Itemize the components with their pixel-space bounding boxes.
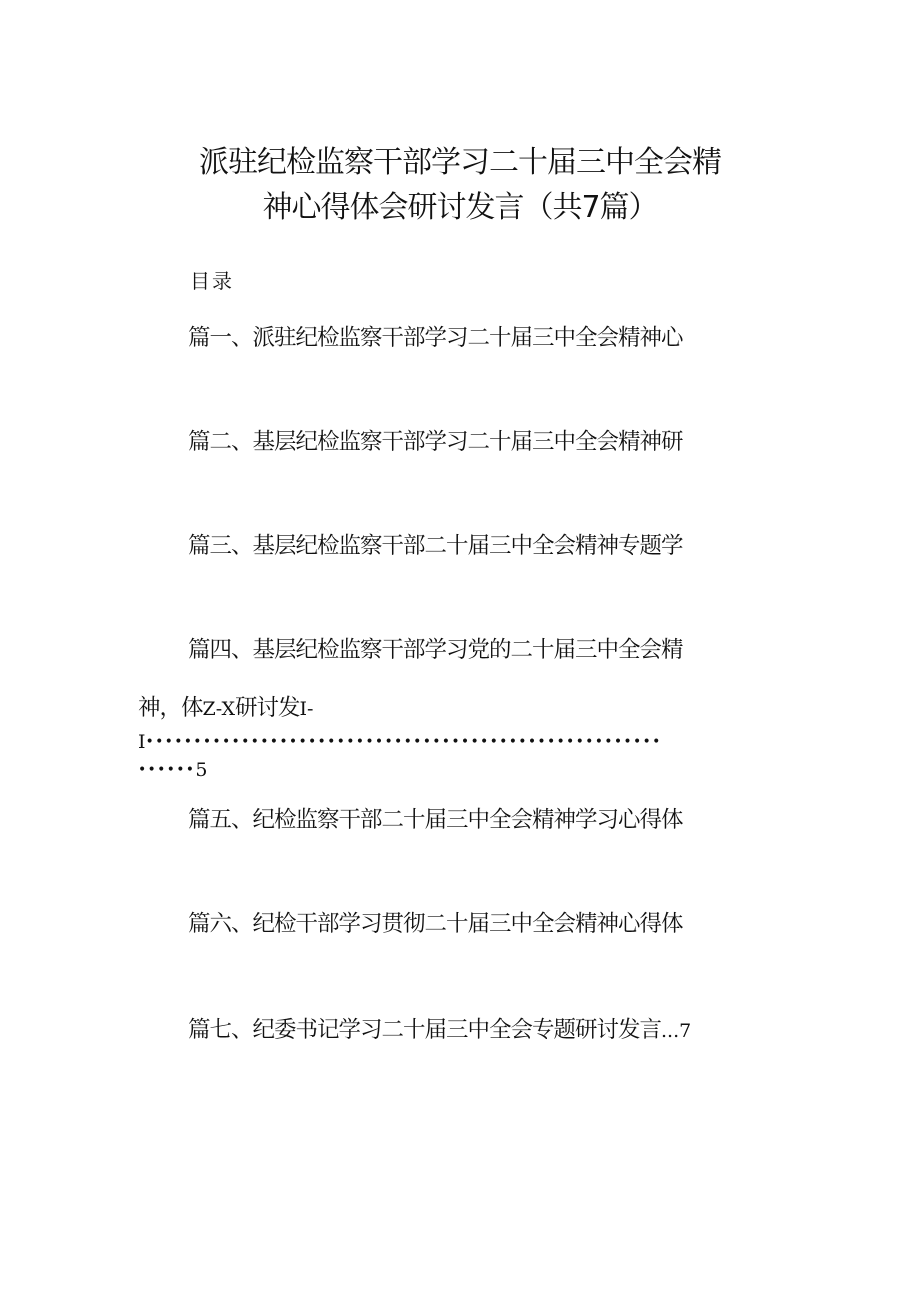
toc-entry-4[interactable]: 篇四、基层纪检监察干部学习党的二十届三中全会精 [188, 637, 683, 663]
toc-entry-4-cont-text-b: 研讨发 [235, 695, 300, 721]
toc-entry-4-cont-text-a: 神，体 [138, 695, 203, 721]
toc-entry-6[interactable]: 篇六、纪检干部学习贯彻二十届三中全会精神心得体 [188, 911, 683, 937]
toc-entry-2[interactable]: 篇二、基层纪检监察干部学习二十届三中全会精神研 [188, 429, 683, 455]
toc-entry-7-text: 篇七、纪委书记学习二十届三中全会专题研讨发言 [188, 1017, 662, 1043]
toc-entry-7-leader: ... [661, 1020, 680, 1042]
toc-entry-4-cont-garbled: Z-X [202, 698, 235, 720]
toc-entry-4-dot-leader-end: •••••• [138, 762, 196, 778]
toc-entry-7[interactable] [188, 1014, 691, 1047]
toc-entry-4-page-number: 5 [195, 759, 208, 781]
document-title-line-1: 派驻纪检监察干部学习二十届三中全会精 [199, 145, 721, 180]
toc-entry-7-page-number: 7 [679, 1020, 692, 1042]
toc-heading: 目录 [190, 269, 234, 293]
toc-entry-4-dot-leader: •••••••••••••••••••••••••••••••••••••••••••••••••••••• [145, 734, 662, 750]
toc-entry-5[interactable]: 篇五、纪检监察干部二十届三中全会精神学习心得体 [188, 807, 683, 833]
toc-entry-4-page-line [138, 758, 207, 782]
document-title-line-2: 神心得体会研讨发言（共7篇） [262, 190, 658, 225]
toc-entry-4-leader-line [138, 730, 662, 754]
toc-entry-4-line3-start: I [138, 731, 146, 753]
toc-entry-4-continuation[interactable] [138, 692, 313, 725]
toc-entry-4-cont-end: I- [299, 698, 314, 720]
toc-entry-1[interactable]: 篇一、派驻纪检监察干部学习二十届三中全会精神心 [188, 325, 683, 351]
toc-entry-3[interactable]: 篇三、基层纪检监察干部二十届三中全会精神专题学 [188, 533, 683, 559]
